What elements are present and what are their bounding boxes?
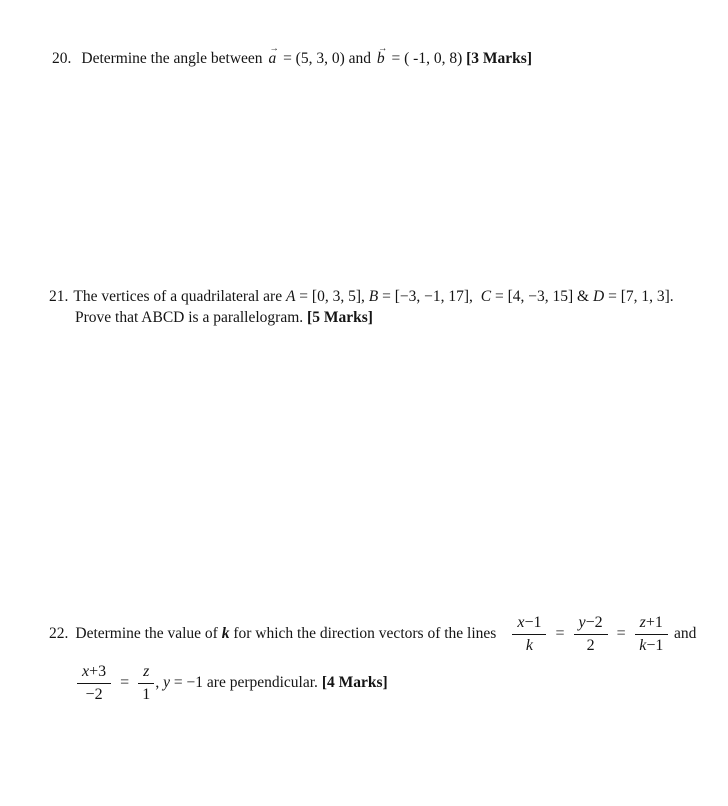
question-22-tail	[155, 674, 387, 692]
equals-sign: =	[555, 625, 565, 643]
fraction-z2	[138, 662, 154, 704]
fraction-denominator	[587, 635, 595, 656]
math-variable: x	[82, 663, 90, 680]
point-C-value: = [4, −3, 15] &	[495, 288, 590, 305]
math-variable-C: C	[480, 288, 492, 305]
fraction-denominator	[639, 635, 663, 656]
question-20-marks: [3 Marks]	[466, 50, 532, 67]
math-variable-D: D	[593, 288, 605, 305]
fraction-numerator	[138, 662, 154, 684]
fraction-y	[574, 613, 608, 655]
question-20-text: Determine the angle between	[81, 50, 263, 67]
math-variable: k	[639, 636, 647, 654]
vector-a-value: = (5, 3, 0) and	[283, 50, 372, 67]
question-21-line2	[75, 308, 674, 329]
question-22-tail-text: = −1 are perpendicular.	[173, 674, 318, 692]
vector-arrow-icon: →	[378, 43, 388, 54]
question-21-text: The vertices of a quadrilateral are	[73, 288, 283, 305]
math-variable-b: b	[376, 50, 385, 67]
fraction-numerator	[512, 613, 546, 635]
question-22-line2	[77, 662, 388, 704]
point-B-value: = [−3, −1, 17],	[382, 288, 473, 305]
comma: ,	[155, 674, 160, 692]
point-A-value: = [0, 3, 5],	[299, 288, 365, 305]
question-22-line1	[49, 613, 696, 655]
fraction-z	[635, 613, 668, 655]
math-variable-k: k	[221, 625, 230, 643]
question-22-marks: [4 Marks]	[321, 674, 388, 692]
question-22-text-before-k: Determine the value of	[75, 625, 218, 643]
fraction-numerator	[635, 613, 668, 635]
vector-a	[268, 43, 279, 68]
symmetric-equation-group	[512, 613, 668, 655]
vector-b	[376, 43, 388, 68]
fraction-x2	[77, 662, 111, 704]
math-variable: z	[639, 614, 646, 631]
point-D-value: = [7, 1, 3].	[608, 288, 674, 305]
fraction-numerator	[574, 613, 608, 635]
equals-sign: =	[616, 625, 626, 643]
math-text: −1	[524, 614, 542, 631]
math-variable: z	[143, 663, 150, 680]
math-variable: k	[525, 636, 533, 654]
math-text: −2	[85, 685, 103, 703]
and-conjunction: and	[673, 625, 697, 643]
question-21-line1	[49, 287, 674, 308]
math-variable: x	[517, 614, 525, 631]
question-21-marks: [5 Marks]	[307, 308, 373, 326]
equals-sign: =	[120, 674, 130, 692]
fraction-x	[512, 613, 546, 655]
math-text: +1	[645, 614, 663, 631]
question-21-number: 21.	[49, 288, 69, 305]
question-20	[52, 43, 532, 68]
question-22-number: 22.	[49, 625, 69, 643]
vector-b-value: = ( -1, 0, 8)	[391, 50, 463, 67]
question-22-text	[75, 625, 496, 643]
vector-arrow-icon: →	[269, 43, 279, 54]
math-text: 2	[586, 636, 595, 654]
question-21	[49, 287, 674, 328]
fraction-numerator	[77, 662, 111, 684]
math-variable: y	[578, 614, 586, 631]
math-variable-y: y	[163, 674, 171, 692]
math-variable-a: a	[268, 50, 277, 67]
question-20-number: 20.	[52, 50, 72, 67]
fraction-denominator	[526, 635, 533, 656]
math-text: −1	[646, 636, 664, 654]
question-22-text-after-k: for which the direction vectors of the lines	[233, 625, 497, 643]
math-variable-A: A	[285, 288, 296, 305]
math-text: +3	[89, 663, 107, 680]
question-21-prove-text: Prove that ABCD is a parallelogram.	[75, 308, 304, 326]
fraction-denominator	[142, 684, 150, 705]
math-variable-B: B	[368, 288, 379, 305]
fraction-denominator	[86, 684, 103, 705]
math-text: −2	[585, 614, 603, 631]
math-text: 1	[142, 685, 151, 703]
